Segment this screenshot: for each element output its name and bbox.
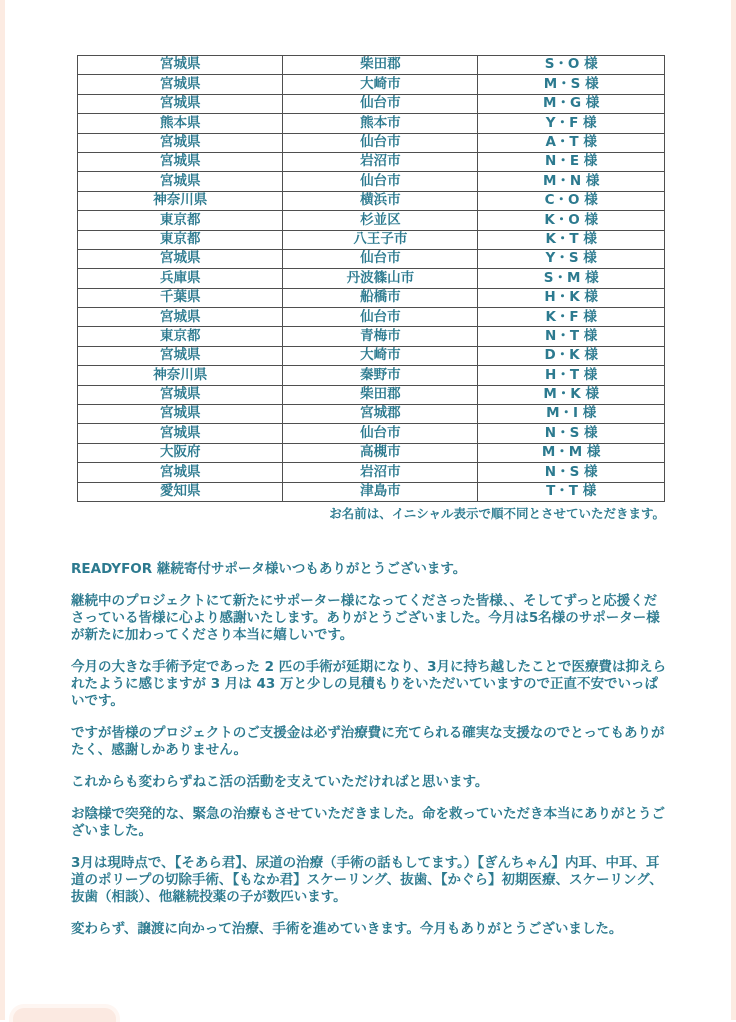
supporter-row xyxy=(78,327,665,346)
name-cell: H・K 様 xyxy=(478,288,665,307)
city-cell: 青梅市 xyxy=(283,327,478,346)
supporter-row xyxy=(78,424,665,443)
supporter-row xyxy=(78,230,665,249)
supporter-row xyxy=(78,308,665,327)
supporter-row xyxy=(78,463,665,482)
prefecture-cell: 宮城県 xyxy=(78,424,283,443)
letter-paragraph: 今月の大きな手術予定であった 2 匹の手術が延期になり、3月に持ち越したことで医療費は抑えられたように感じますが 3 月は 43 万と少しの見積もりをいただいていますので正直不安でいっぱいです。 xyxy=(71,659,667,709)
table-footnote: お名前は、イニシャル表示で順不同とさせていただきます。 xyxy=(329,506,665,521)
prefecture-cell: 宮城県 xyxy=(78,385,283,404)
supporter-row xyxy=(78,172,665,191)
supporter-table xyxy=(77,55,665,502)
city-cell: 高槻市 xyxy=(283,443,478,462)
supporter-row xyxy=(78,443,665,462)
name-cell: M・N 様 xyxy=(478,172,665,191)
name-cell: C・O 様 xyxy=(478,191,665,210)
name-cell: N・E 様 xyxy=(478,152,665,171)
letter-paragraph: READYFOR 継続寄付サポータ様いつもありがとうございます。 xyxy=(71,561,467,577)
letter-paragraph: ですが皆様のプロジェクトのご支援金は必ず治療費に充てられる確実な支援なのでとってもありがたく、感謝しかありません。 xyxy=(71,725,665,758)
city-cell: 熊本市 xyxy=(283,114,478,133)
city-cell: 岩沼市 xyxy=(283,463,478,482)
supporter-row xyxy=(78,288,665,307)
name-cell: S・M 様 xyxy=(478,269,665,288)
page-right-margin-strip xyxy=(731,0,736,1020)
prefecture-cell: 東京都 xyxy=(78,211,283,230)
prefecture-cell: 大阪府 xyxy=(78,443,283,462)
prefecture-cell: 宮城県 xyxy=(78,75,283,94)
name-cell: M・I 様 xyxy=(478,405,665,424)
prefecture-cell: 宮城県 xyxy=(78,152,283,171)
prefecture-cell: 宮城県 xyxy=(78,249,283,268)
city-cell: 大崎市 xyxy=(283,75,478,94)
supporter-row xyxy=(78,191,665,210)
prefecture-cell: 宮城県 xyxy=(78,94,283,113)
city-cell: 秦野市 xyxy=(283,366,478,385)
name-cell: N・T 様 xyxy=(478,327,665,346)
city-cell: 柴田郡 xyxy=(283,56,478,75)
supporter-row xyxy=(78,249,665,268)
prefecture-cell: 宮城県 xyxy=(78,172,283,191)
prefecture-cell: 兵庫県 xyxy=(78,269,283,288)
name-cell: K・O 様 xyxy=(478,211,665,230)
name-cell: A・T 様 xyxy=(478,133,665,152)
name-cell: K・F 様 xyxy=(478,308,665,327)
supporter-row xyxy=(78,385,665,404)
supporter-row xyxy=(78,346,665,365)
name-cell: N・S 様 xyxy=(478,424,665,443)
name-cell: K・T 様 xyxy=(478,230,665,249)
letter-paragraph: 変わらず、譲渡に向かって治療、手術を進めていきます。今月もありがとうございました。 xyxy=(71,921,623,937)
city-cell: 津島市 xyxy=(283,482,478,501)
name-cell: M・G 様 xyxy=(478,94,665,113)
name-cell: Y・S 様 xyxy=(478,249,665,268)
prefecture-cell: 東京都 xyxy=(78,327,283,346)
city-cell: 杉並区 xyxy=(283,211,478,230)
city-cell: 仙台市 xyxy=(283,133,478,152)
prefecture-cell: 神奈川県 xyxy=(78,191,283,210)
page-left-margin-strip xyxy=(0,0,5,1020)
city-cell: 柴田郡 xyxy=(283,385,478,404)
supporter-row xyxy=(78,75,665,94)
city-cell: 船橋市 xyxy=(283,288,478,307)
city-cell: 岩沼市 xyxy=(283,152,478,171)
letter-paragraph: 3月は現時点で、【そあら君】、尿道の治療（手術の話もしてます。）【ぎんちゃん】内耳、中耳、耳道のポリープの切除手術、【もなか君】スケーリング、抜歯、【かぐら】初期医療、スケーリング、抜歯（相談）、他継続投薬の子が数匹います。 xyxy=(71,855,663,905)
name-cell: S・O 様 xyxy=(478,56,665,75)
prefecture-cell: 熊本県 xyxy=(78,114,283,133)
city-cell: 八王子市 xyxy=(283,230,478,249)
prefecture-cell: 宮城県 xyxy=(78,463,283,482)
supporter-row xyxy=(78,211,665,230)
name-cell: N・S 様 xyxy=(478,463,665,482)
letter-paragraph: 継続中のプロジェクトにて新たにサポーター様になってくださった皆様、、そしてずっと応援くださっている皆様に心より感謝いたします。ありがとうございました。今月は5名様のサポーター様が新たに加わってくださり本当に嬉しいです。 xyxy=(71,593,660,643)
name-cell: T・T 様 xyxy=(478,482,665,501)
supporter-row xyxy=(78,152,665,171)
prefecture-cell: 神奈川県 xyxy=(78,366,283,385)
city-cell: 仙台市 xyxy=(283,308,478,327)
city-cell: 仙台市 xyxy=(283,424,478,443)
prefecture-cell: 千葉県 xyxy=(78,288,283,307)
city-cell: 仙台市 xyxy=(283,249,478,268)
name-cell: M・K 様 xyxy=(478,385,665,404)
supporter-row xyxy=(78,94,665,113)
supporter-row xyxy=(78,56,665,75)
prefecture-cell: 東京都 xyxy=(78,230,283,249)
city-cell: 宮城郡 xyxy=(283,405,478,424)
city-cell: 仙台市 xyxy=(283,94,478,113)
prefecture-cell: 愛知県 xyxy=(78,482,283,501)
prefecture-cell: 宮城県 xyxy=(78,346,283,365)
letter-paragraph: お陰様で突発的な、緊急の治療もさせていただきました。命を救っていただき本当にありがとうございました。 xyxy=(71,806,665,839)
city-cell: 丹波篠山市 xyxy=(283,269,478,288)
city-cell: 仙台市 xyxy=(283,172,478,191)
thank-you-letter xyxy=(71,561,670,953)
prefecture-cell: 宮城県 xyxy=(78,405,283,424)
supporter-row xyxy=(78,114,665,133)
name-cell: Y・F 様 xyxy=(478,114,665,133)
supporter-row xyxy=(78,482,665,501)
supporter-row xyxy=(78,269,665,288)
prefecture-cell: 宮城県 xyxy=(78,308,283,327)
name-cell: D・K 様 xyxy=(478,346,665,365)
city-cell: 横浜市 xyxy=(283,191,478,210)
prefecture-cell: 宮城県 xyxy=(78,133,283,152)
supporter-row xyxy=(78,405,665,424)
name-cell: M・M 様 xyxy=(478,443,665,462)
supporter-row xyxy=(78,133,665,152)
name-cell: M・S 様 xyxy=(478,75,665,94)
name-cell: H・T 様 xyxy=(478,366,665,385)
prefecture-cell: 宮城県 xyxy=(78,56,283,75)
supporter-row xyxy=(78,366,665,385)
city-cell: 大崎市 xyxy=(283,346,478,365)
letter-paragraph: これからも変わらずねこ活の活動を支えていただければと思います。 xyxy=(71,774,489,790)
